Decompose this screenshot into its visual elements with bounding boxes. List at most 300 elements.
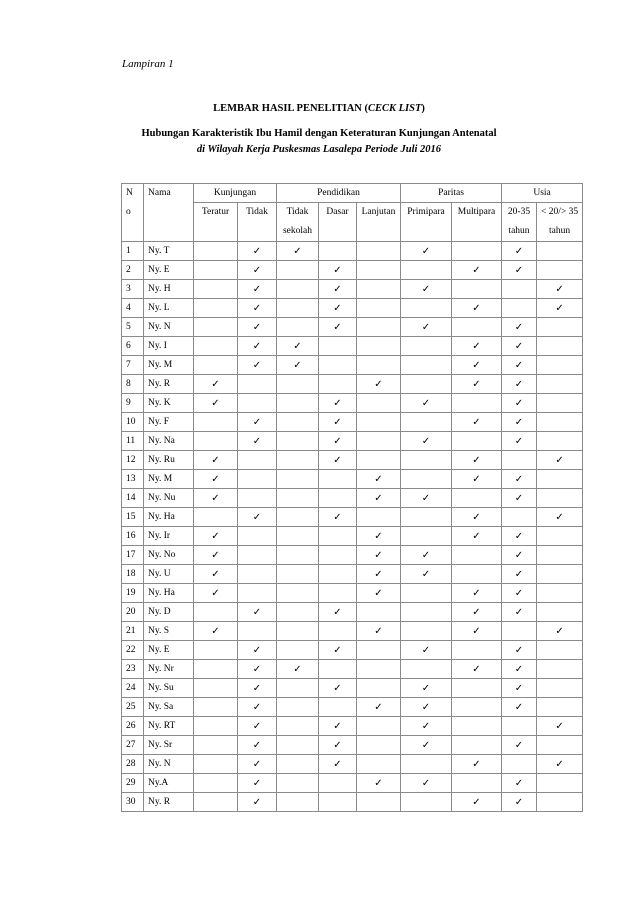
cell-usia-other [537, 793, 583, 812]
table-row [122, 375, 583, 394]
table-row [122, 318, 583, 337]
cell-usia-20-35 [502, 261, 537, 280]
table-row [122, 451, 583, 470]
checkmark-icon: ✓ [472, 511, 481, 523]
cell-tidak [238, 755, 277, 774]
cell-tidak [238, 774, 277, 793]
cell-tidak-sekolah [277, 679, 319, 698]
checkmark-icon: ✓ [333, 283, 342, 295]
cell-dasar [319, 337, 357, 356]
checkmark-icon: ✓ [252, 321, 262, 333]
cell-nama: Ny. I [144, 337, 194, 356]
cell-dasar [319, 793, 357, 812]
checkmark-icon: ✓ [555, 720, 564, 732]
checkmark-icon: ✓ [252, 606, 262, 618]
cell-no: 28 [122, 755, 144, 774]
cell-multipara [452, 641, 502, 660]
cell-lanjutan [357, 565, 401, 584]
table-row [122, 413, 583, 432]
header-teratur: Teratur [194, 203, 238, 242]
header-row-1 [122, 184, 583, 203]
cell-nama: Ny. E [144, 261, 194, 280]
checkmark-icon: ✓ [333, 511, 342, 523]
checkmark-icon: ✓ [555, 283, 564, 295]
cell-no: 14 [122, 489, 144, 508]
cell-multipara [452, 660, 502, 679]
cell-usia-other [537, 584, 583, 603]
table-row [122, 622, 583, 641]
cell-nama: Ny. L [144, 299, 194, 318]
checkmark-icon: ✓ [333, 682, 342, 694]
checkmark-icon: ✓ [514, 587, 524, 599]
cell-nama: Ny. T [144, 242, 194, 261]
checkmark-icon: ✓ [252, 416, 262, 428]
cell-no: 30 [122, 793, 144, 812]
cell-usia-other [537, 679, 583, 698]
cell-usia-20-35 [502, 698, 537, 717]
cell-dasar [319, 736, 357, 755]
checkmark-icon: ✓ [252, 511, 262, 523]
table-row [122, 508, 583, 527]
cell-tidak-sekolah [277, 660, 319, 679]
cell-no: 16 [122, 527, 144, 546]
cell-no: 27 [122, 736, 144, 755]
cell-tidak [238, 584, 277, 603]
cell-multipara [452, 603, 502, 622]
checkmark-icon: ✓ [333, 739, 342, 751]
checkmark-icon: ✓ [472, 796, 481, 808]
cell-usia-20-35 [502, 774, 537, 793]
cell-dasar [319, 356, 357, 375]
checkmark-icon: ✓ [293, 340, 302, 352]
cell-lanjutan [357, 755, 401, 774]
cell-usia-other [537, 451, 583, 470]
cell-primipara [401, 527, 452, 546]
cell-usia-other [537, 527, 583, 546]
cell-primipara [401, 242, 452, 261]
cell-teratur [194, 698, 238, 717]
table-row [122, 299, 583, 318]
checkmark-icon: ✓ [374, 492, 383, 504]
cell-nama: Ny. Ha [144, 584, 194, 603]
cell-multipara [452, 413, 502, 432]
checkmark-icon: ✓ [421, 701, 431, 713]
checkmark-icon: ✓ [293, 359, 302, 371]
cell-tidak-sekolah [277, 755, 319, 774]
cell-no: 13 [122, 470, 144, 489]
cell-tidak-sekolah [277, 508, 319, 527]
checkmark-icon: ✓ [374, 568, 383, 580]
header-kunjungan: Kunjungan [194, 184, 277, 203]
cell-usia-20-35 [502, 356, 537, 375]
cell-usia-other [537, 375, 583, 394]
cell-tidak [238, 603, 277, 622]
checkmark-icon: ✓ [252, 777, 262, 789]
checkmark-icon: ✓ [421, 321, 431, 333]
cell-teratur [194, 660, 238, 679]
cell-teratur [194, 603, 238, 622]
cell-dasar [319, 622, 357, 641]
cell-tidak-sekolah [277, 698, 319, 717]
title-close: ) [421, 103, 425, 114]
cell-usia-20-35 [502, 413, 537, 432]
cell-dasar [319, 774, 357, 793]
cell-usia-20-35 [502, 432, 537, 451]
cell-nama: Ny. K [144, 394, 194, 413]
header-usia-other-line-1: < 20/> 35 [541, 207, 579, 217]
cell-usia-other [537, 489, 583, 508]
checkmark-icon: ✓ [252, 720, 262, 732]
cell-no: 7 [122, 356, 144, 375]
checkmark-icon: ✓ [252, 682, 262, 694]
cell-usia-20-35 [502, 641, 537, 660]
header-no [122, 184, 144, 242]
checkmark-icon: ✓ [252, 701, 262, 713]
cell-tidak [238, 793, 277, 812]
cell-usia-20-35 [502, 622, 537, 641]
checkmark-icon: ✓ [555, 625, 564, 637]
cell-tidak-sekolah [277, 565, 319, 584]
cell-dasar [319, 375, 357, 394]
cell-dasar [319, 413, 357, 432]
cell-dasar [319, 755, 357, 774]
header-usia-20-35 [502, 203, 537, 242]
cell-teratur [194, 546, 238, 565]
cell-nama: Ny. Ir [144, 527, 194, 546]
cell-tidak [238, 356, 277, 375]
cell-lanjutan [357, 622, 401, 641]
table-row [122, 546, 583, 565]
checkmark-icon: ✓ [421, 739, 431, 751]
header-usia-20-35-line-2: tahun [508, 226, 530, 236]
cell-primipara [401, 413, 452, 432]
checkmark-icon: ✓ [472, 340, 481, 352]
table-row [122, 793, 583, 812]
cell-usia-20-35 [502, 527, 537, 546]
cell-usia-20-35 [502, 489, 537, 508]
checkmark-icon: ✓ [514, 739, 524, 751]
cell-multipara [452, 679, 502, 698]
checkmark-icon: ✓ [514, 663, 524, 675]
cell-lanjutan [357, 660, 401, 679]
cell-teratur [194, 375, 238, 394]
cell-primipara [401, 394, 452, 413]
cell-usia-20-35 [502, 242, 537, 261]
checkmark-icon: ✓ [421, 720, 431, 732]
header-paritas: Paritas [401, 184, 502, 203]
cell-dasar [319, 527, 357, 546]
cell-tidak [238, 660, 277, 679]
cell-no: 11 [122, 432, 144, 451]
checkmark-icon: ✓ [514, 644, 524, 656]
cell-primipara [401, 565, 452, 584]
cell-tidak [238, 717, 277, 736]
checkmark-icon: ✓ [514, 701, 524, 713]
cell-teratur [194, 793, 238, 812]
cell-lanjutan [357, 451, 401, 470]
cell-usia-other [537, 299, 583, 318]
table-row [122, 717, 583, 736]
cell-tidak-sekolah [277, 375, 319, 394]
checkmark-icon: ✓ [421, 568, 431, 580]
cell-multipara [452, 489, 502, 508]
cell-teratur [194, 679, 238, 698]
checkmark-icon: ✓ [374, 378, 383, 390]
cell-usia-other [537, 508, 583, 527]
table-row [122, 394, 583, 413]
checkmark-icon: ✓ [252, 435, 262, 447]
cell-tidak-sekolah [277, 413, 319, 432]
cell-multipara [452, 432, 502, 451]
table-row [122, 660, 583, 679]
cell-tidak-sekolah [277, 242, 319, 261]
checkmark-icon: ✓ [421, 492, 431, 504]
cell-usia-other [537, 622, 583, 641]
cell-usia-20-35 [502, 736, 537, 755]
cell-tidak [238, 375, 277, 394]
cell-primipara [401, 432, 452, 451]
cell-usia-20-35 [502, 375, 537, 394]
cell-lanjutan [357, 793, 401, 812]
cell-primipara [401, 584, 452, 603]
cell-tidak-sekolah [277, 356, 319, 375]
cell-usia-other [537, 698, 583, 717]
checkmark-icon: ✓ [252, 796, 262, 808]
cell-teratur [194, 451, 238, 470]
header-tidak-sekolah-line-1: Tidak [286, 207, 309, 217]
checkmark-icon: ✓ [333, 758, 342, 770]
checkmark-icon: ✓ [472, 359, 481, 371]
checkmark-icon: ✓ [252, 644, 262, 656]
cell-no: 29 [122, 774, 144, 793]
cell-usia-20-35 [502, 394, 537, 413]
cell-usia-other [537, 774, 583, 793]
cell-usia-other [537, 356, 583, 375]
cell-no: 4 [122, 299, 144, 318]
cell-usia-20-35 [502, 318, 537, 337]
checkmark-icon: ✓ [421, 682, 431, 694]
header-nama: Nama [144, 184, 194, 242]
cell-nama: Ny. U [144, 565, 194, 584]
cell-usia-20-35 [502, 470, 537, 489]
header-pendidikan: Pendidikan [277, 184, 401, 203]
cell-no: 21 [122, 622, 144, 641]
cell-tidak [238, 299, 277, 318]
cell-primipara [401, 603, 452, 622]
checkmark-icon: ✓ [421, 245, 431, 257]
cell-usia-other [537, 242, 583, 261]
cell-primipara [401, 660, 452, 679]
cell-tidak [238, 527, 277, 546]
cell-multipara [452, 622, 502, 641]
cell-teratur [194, 584, 238, 603]
cell-dasar [319, 660, 357, 679]
cell-multipara [452, 299, 502, 318]
cell-dasar [319, 299, 357, 318]
cell-lanjutan [357, 318, 401, 337]
cell-teratur [194, 641, 238, 660]
cell-tidak [238, 318, 277, 337]
cell-nama: Ny. H [144, 280, 194, 299]
appendix-label: Lampiran 1 [122, 58, 174, 70]
checkmark-icon: ✓ [472, 587, 481, 599]
cell-nama: Ny. Su [144, 679, 194, 698]
checkmark-icon: ✓ [514, 682, 524, 694]
cell-nama: Ny. S [144, 622, 194, 641]
cell-no: 1 [122, 242, 144, 261]
table-row [122, 774, 583, 793]
checkmark-icon: ✓ [252, 245, 262, 257]
cell-dasar [319, 698, 357, 717]
cell-no: 20 [122, 603, 144, 622]
checkmark-icon: ✓ [514, 264, 524, 276]
cell-teratur [194, 242, 238, 261]
checkmark-icon: ✓ [211, 587, 220, 599]
cell-nama: Ny. N [144, 755, 194, 774]
title-italic-text: CECK LIST [368, 103, 422, 114]
cell-lanjutan [357, 261, 401, 280]
cell-dasar [319, 451, 357, 470]
checkmark-icon: ✓ [211, 454, 220, 466]
cell-teratur [194, 527, 238, 546]
cell-tidak-sekolah [277, 261, 319, 280]
cell-primipara [401, 375, 452, 394]
checkmark-icon: ✓ [211, 473, 220, 485]
cell-dasar [319, 717, 357, 736]
cell-usia-other [537, 318, 583, 337]
cell-primipara [401, 337, 452, 356]
checkmark-icon: ✓ [472, 302, 481, 314]
cell-tidak [238, 337, 277, 356]
cell-nama: Ny. Nu [144, 489, 194, 508]
cell-tidak-sekolah [277, 622, 319, 641]
cell-nama: Ny. Sr [144, 736, 194, 755]
cell-usia-other [537, 470, 583, 489]
cell-usia-other [537, 603, 583, 622]
checkmark-icon: ✓ [333, 302, 342, 314]
cell-multipara [452, 451, 502, 470]
cell-lanjutan [357, 489, 401, 508]
cell-teratur [194, 755, 238, 774]
table-row [122, 565, 583, 584]
cell-teratur [194, 774, 238, 793]
table-row [122, 584, 583, 603]
cell-teratur [194, 280, 238, 299]
checkmark-icon: ✓ [555, 302, 564, 314]
cell-tidak-sekolah [277, 470, 319, 489]
cell-lanjutan [357, 641, 401, 660]
cell-lanjutan [357, 394, 401, 413]
cell-nama: Ny. RT [144, 717, 194, 736]
cell-tidak [238, 470, 277, 489]
cell-teratur [194, 337, 238, 356]
cell-teratur [194, 489, 238, 508]
cell-tidak [238, 508, 277, 527]
cell-lanjutan [357, 280, 401, 299]
table-row [122, 261, 583, 280]
table-row [122, 432, 583, 451]
table-row [122, 736, 583, 755]
cell-nama: Ny. M [144, 470, 194, 489]
checkmark-icon: ✓ [472, 378, 481, 390]
cell-usia-other [537, 736, 583, 755]
checkmark-icon: ✓ [211, 378, 220, 390]
checkmark-icon: ✓ [514, 340, 524, 352]
cell-dasar [319, 280, 357, 299]
cell-tidak [238, 242, 277, 261]
header-dasar: Dasar [319, 203, 357, 242]
cell-usia-other [537, 261, 583, 280]
cell-usia-20-35 [502, 546, 537, 565]
header-tidak-sekolah-line-2: sekolah [282, 226, 313, 236]
cell-nama: Ny. Nr [144, 660, 194, 679]
checkmark-icon: ✓ [333, 397, 342, 409]
cell-tidak [238, 489, 277, 508]
cell-teratur [194, 736, 238, 755]
cell-lanjutan [357, 242, 401, 261]
cell-no: 2 [122, 261, 144, 280]
header-tidak: Tidak [238, 203, 277, 242]
cell-primipara [401, 774, 452, 793]
checkmark-icon: ✓ [211, 568, 220, 580]
cell-nama: Ny. N [144, 318, 194, 337]
cell-teratur [194, 261, 238, 280]
table-row [122, 603, 583, 622]
checkmark-icon: ✓ [514, 777, 524, 789]
cell-lanjutan [357, 584, 401, 603]
cell-dasar [319, 508, 357, 527]
cell-tidak-sekolah [277, 489, 319, 508]
cell-tidak-sekolah [277, 546, 319, 565]
cell-lanjutan [357, 508, 401, 527]
cell-usia-20-35 [502, 660, 537, 679]
checkmark-icon: ✓ [514, 568, 524, 580]
cell-lanjutan [357, 432, 401, 451]
cell-no: 22 [122, 641, 144, 660]
cell-no: 8 [122, 375, 144, 394]
cell-dasar [319, 432, 357, 451]
cell-primipara [401, 356, 452, 375]
cell-tidak [238, 394, 277, 413]
cell-tidak [238, 432, 277, 451]
checkmark-icon: ✓ [421, 397, 431, 409]
checkmark-icon: ✓ [374, 701, 383, 713]
header-primipara: Primipara [401, 203, 452, 242]
cell-no: 19 [122, 584, 144, 603]
cell-usia-other [537, 641, 583, 660]
cell-primipara [401, 546, 452, 565]
cell-tidak-sekolah [277, 280, 319, 299]
checkmark-icon: ✓ [252, 663, 262, 675]
checkmark-icon: ✓ [252, 264, 262, 276]
cell-tidak [238, 565, 277, 584]
cell-nama: Ny. R [144, 793, 194, 812]
cell-primipara [401, 736, 452, 755]
cell-primipara [401, 717, 452, 736]
cell-usia-20-35 [502, 565, 537, 584]
checkmark-icon: ✓ [333, 720, 342, 732]
header-usia: Usia [502, 184, 583, 203]
checkmark-icon: ✓ [374, 473, 383, 485]
table-row [122, 242, 583, 261]
cell-tidak-sekolah [277, 432, 319, 451]
cell-usia-other [537, 337, 583, 356]
cell-dasar [319, 603, 357, 622]
cell-usia-other [537, 546, 583, 565]
table-row [122, 527, 583, 546]
checkmark-icon: ✓ [421, 777, 431, 789]
checkmark-icon: ✓ [472, 416, 481, 428]
